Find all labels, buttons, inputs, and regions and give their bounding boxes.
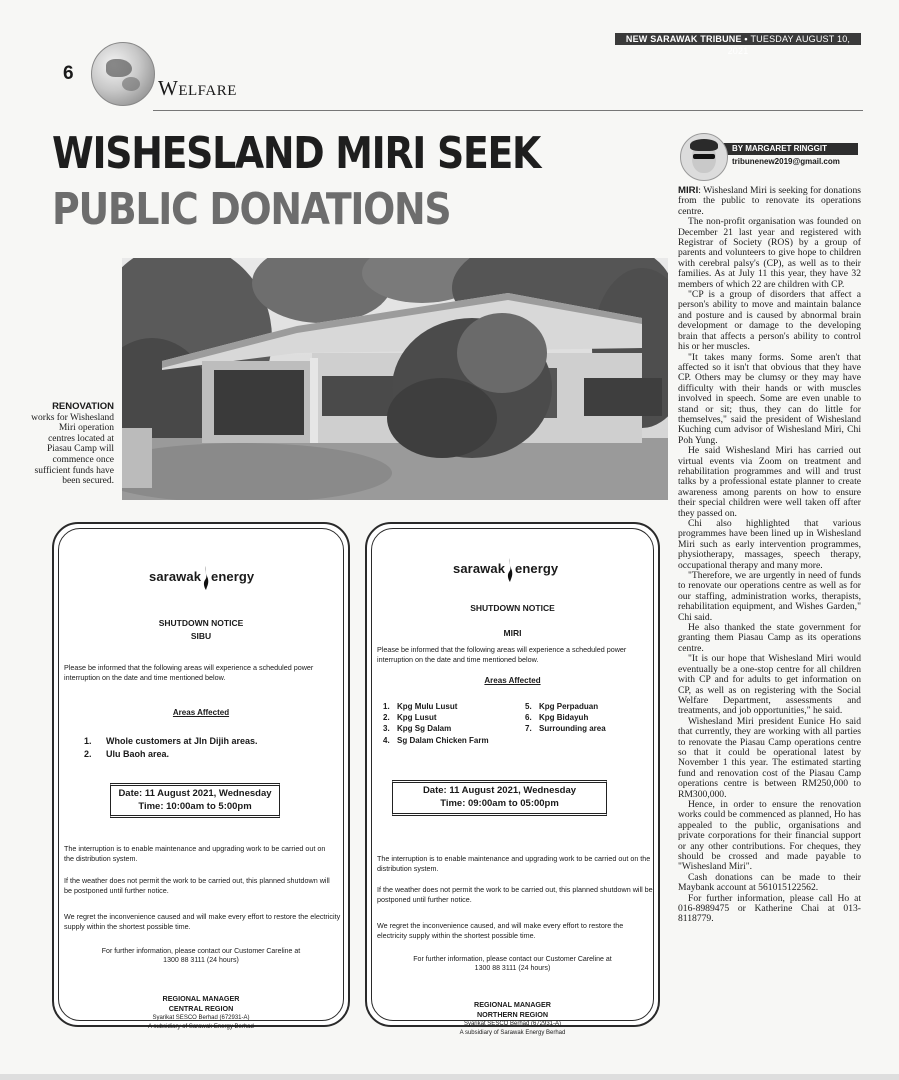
notice-region: SIBU: [190, 631, 212, 641]
article-paragraph: The non-profit organisation was founded on December 21 last year and registered with Registrar of Society (ROS) by a group of parents and volunteers to give hope to children with cerebral palsy's (CP), as well as to their families. As at July 11 this year, they have 32 members of which 22 are children with CP.: [678, 216, 861, 290]
article-paragraph: "It takes many forms. Some aren't that affected so it isn't that obvious that they have CP. Others may be clumsy or they may have difficulty with their hands or with muscles involved in speech. Some are even unable to stand or sit; thus, they can do little for themselves," said the president of Wishesland Kuching cum advisor of Wishesland Miri, Chi Poh Yung.: [678, 351, 861, 446]
schedule-date: Date: 11 August 2021, Wednesday: [422, 785, 577, 796]
section-title: [158, 76, 237, 101]
article-paragraph: He also thanked the state government for granting them Piasau Camp as its operations centre.: [678, 622, 861, 654]
article-paragraph: Chi also highlighted that various programmes have been lined up in Wishesland Miri such as early intervention programmes, physiotherapy, massages, speech therapy, occupational therapy and many more.: [678, 518, 861, 571]
notice-contact: For further information, please contact our Customer Careline at 1300 88 3111 (24 hours): [413, 956, 612, 972]
page-bottom-edge: [0, 1074, 899, 1080]
article-paragraph: For further information, please call Ho at 016-8989475 or Katherine Chai at 013-8118779.: [678, 892, 861, 925]
masthead-bar: [615, 33, 861, 56]
notice-para-2: If the weather does not permit the work to be carried out, this planned shutdown will be postponed until further notice.: [377, 885, 653, 904]
list-item: 2. Ulu Baoh area.: [84, 748, 170, 759]
schedule-time: Time: 10:00am to 5:00pm: [138, 801, 252, 812]
list-item: 2. Kpg Lusut: [383, 713, 437, 723]
notice-para-3: We regret the inconvenience caused, and will make every effort to restore the electricity supply within the shortest possible time.: [377, 921, 624, 940]
areas-list-col-1: [383, 701, 533, 746]
author-avatar: [680, 133, 728, 181]
article-paragraph: He said Wishesland Miri has carried out virtual events via Zoom on treatment and rehabilitation programmes and will and trust talks by a professional estate planner to create awareness among parents on how to ensure their special children were well taken off after they passed on.: [678, 445, 861, 519]
article-paragraph: Wishesland Miri president Eunice Ho said that currently, they are working with all parties to renovate the Piasau Camp operations centre so that it could be operational latest by November 1 this year. The estimated starting fund and renovation cost of the Piasau Camp operations centre is between RM250,000 to RM300,000.: [678, 715, 861, 800]
list-item: 1. Whole customers at Jln Dijih areas.: [84, 736, 258, 746]
notice-signoff: REGIONAL MANAGER NORTHERN REGION Syarikat SESCO Berhad (672931-A) A subsidiary of Sarawak Energy Berhad: [459, 1000, 566, 1036]
notice-para-3: We regret the inconvenience caused and will make every effort to restore the electricity supply within the shortest possible time.: [64, 912, 341, 931]
notice-region: MIRI: [503, 628, 522, 638]
article-paragraph: "Therefore, we are urgently in need of funds to renovate our operations centre as well as for our staffing, administration works, therapists, rehabilitation equipment, and Wishes Garden," Chi said.: [678, 570, 861, 623]
notice-para-1: The interruption is to enable maintenance and upgrading work to be carried out on the distribution system.: [377, 854, 651, 873]
list-item: 1. Kpg Mulu Lusut: [383, 702, 458, 711]
notice-signoff: REGIONAL MANAGER CENTRAL REGION Syarikat SESCO Berhad (672931-A) A subsidiary of Sarawak Energy Berhad: [148, 994, 254, 1030]
page-number: 6: [63, 63, 74, 84]
masthead-separator: •: [744, 34, 748, 44]
caption-lead: RENOVATION: [52, 401, 114, 412]
building-photo: [122, 258, 668, 500]
author-email: tribunenew2019@gmail.com: [732, 157, 840, 166]
notice-intro: Please be informed that the following areas will experience a scheduled power interruption on the date and time mentioned below.: [64, 663, 314, 682]
list-item: 4. Sg Dalam Chicken Farm: [383, 735, 489, 745]
building-photo-graphic: [122, 258, 668, 500]
notice-title: SHUTDOWN NOTICE: [158, 618, 244, 628]
issue-date: TUESDAY AUGUST 10, 2021: [727, 34, 851, 56]
globe-icon: [91, 42, 155, 106]
article-body: [678, 186, 861, 925]
schedule-box: [392, 780, 607, 816]
schedule-time: Time: 09:00am to 05:00pm: [440, 798, 559, 809]
sarawak-energy-logo: sarawak energy: [453, 558, 558, 582]
shutdown-notice-miri: [365, 522, 660, 1036]
notice-para-2: If the weather does not permit the work to be carried out, this planned shutdown will be postponed until further notice.: [64, 876, 330, 895]
notice-intro: Please be informed that the following areas will experience a scheduled power interruption on the date and time mentioned below.: [377, 645, 627, 664]
paper-name: NEW SARAWAK TRIBUNE: [625, 34, 742, 44]
flame-icon: [202, 566, 210, 590]
areas-heading: Areas Affected: [484, 676, 541, 685]
photo-caption: [30, 402, 114, 487]
sarawak-energy-logo: sarawak energy: [149, 566, 254, 590]
schedule-date: Date: 11 August 2021, Wednesday: [118, 788, 272, 799]
areas-list: [84, 735, 334, 760]
notice-title: SHUTDOWN NOTICE: [470, 603, 555, 613]
section-rest: ELFARE: [178, 83, 237, 99]
areas-heading: Areas Affected: [172, 708, 230, 717]
section-initial: W: [158, 76, 179, 100]
areas-list-col-2: [525, 701, 650, 735]
section-divider: [153, 110, 863, 111]
notice-contact: For further information, please contact our Customer Careline at 1300 88 3111 (24 hours): [101, 948, 301, 964]
headline-line-1: WISHESLAND MIRI SEEK: [52, 128, 541, 179]
headline-line-2: PUBLIC DONATIONS: [52, 184, 451, 235]
list-item: 7. Surrounding area: [525, 724, 606, 734]
article-paragraph: Hence, in order to ensure the renovation works could be commenced as planned, Ho has appealed to the public, organisations and private corporations for their financial support or any other contributions. For cheques, they should be crossed and made payable to "Wishesland Miri".: [678, 798, 861, 873]
list-item: 5. Kpg Perpaduan: [525, 702, 599, 711]
list-item: 3. Kpg Sg Dalam: [383, 724, 452, 734]
caption-text: works for Wishesland Miri operation centres located at Piasau Camp will commence once sufficient funds have been secured.: [31, 412, 114, 487]
flame-icon: [506, 558, 514, 582]
shutdown-notice-sibu: [52, 522, 350, 1030]
article-paragraph: Cash donations can be made to their Maybank account at 561015122562.: [678, 871, 861, 894]
article-dateline: MIRI: [678, 185, 699, 196]
schedule-box: [110, 783, 280, 818]
article-paragraph: MIRI: Wishesland Miri is seeking for donations from the public to renovate its operations centre.: [678, 185, 861, 217]
list-item: 6. Kpg Bidayuh: [525, 713, 589, 723]
article-paragraph: "CP is a group of disorders that affect a person's ability to move and maintain balance and posture and is caused by abnormal brain development or damage to the developing brain that affects a person's ability to control his or her muscles.: [678, 289, 861, 353]
article-paragraph: "It is our hope that Wishesland Miri would eventually be a one-stop centre for all children with CP and for adults to get information on CP, as well as on registering with the Social Welfare Department, assessments and treatments, and job opportunities," he said.: [678, 653, 861, 717]
notice-para-1: The interruption is to enable maintenance and upgrading work to be carried out on the distribution system.: [64, 844, 326, 863]
author-byline: BY MARGARET RINGGIT: [720, 143, 858, 155]
